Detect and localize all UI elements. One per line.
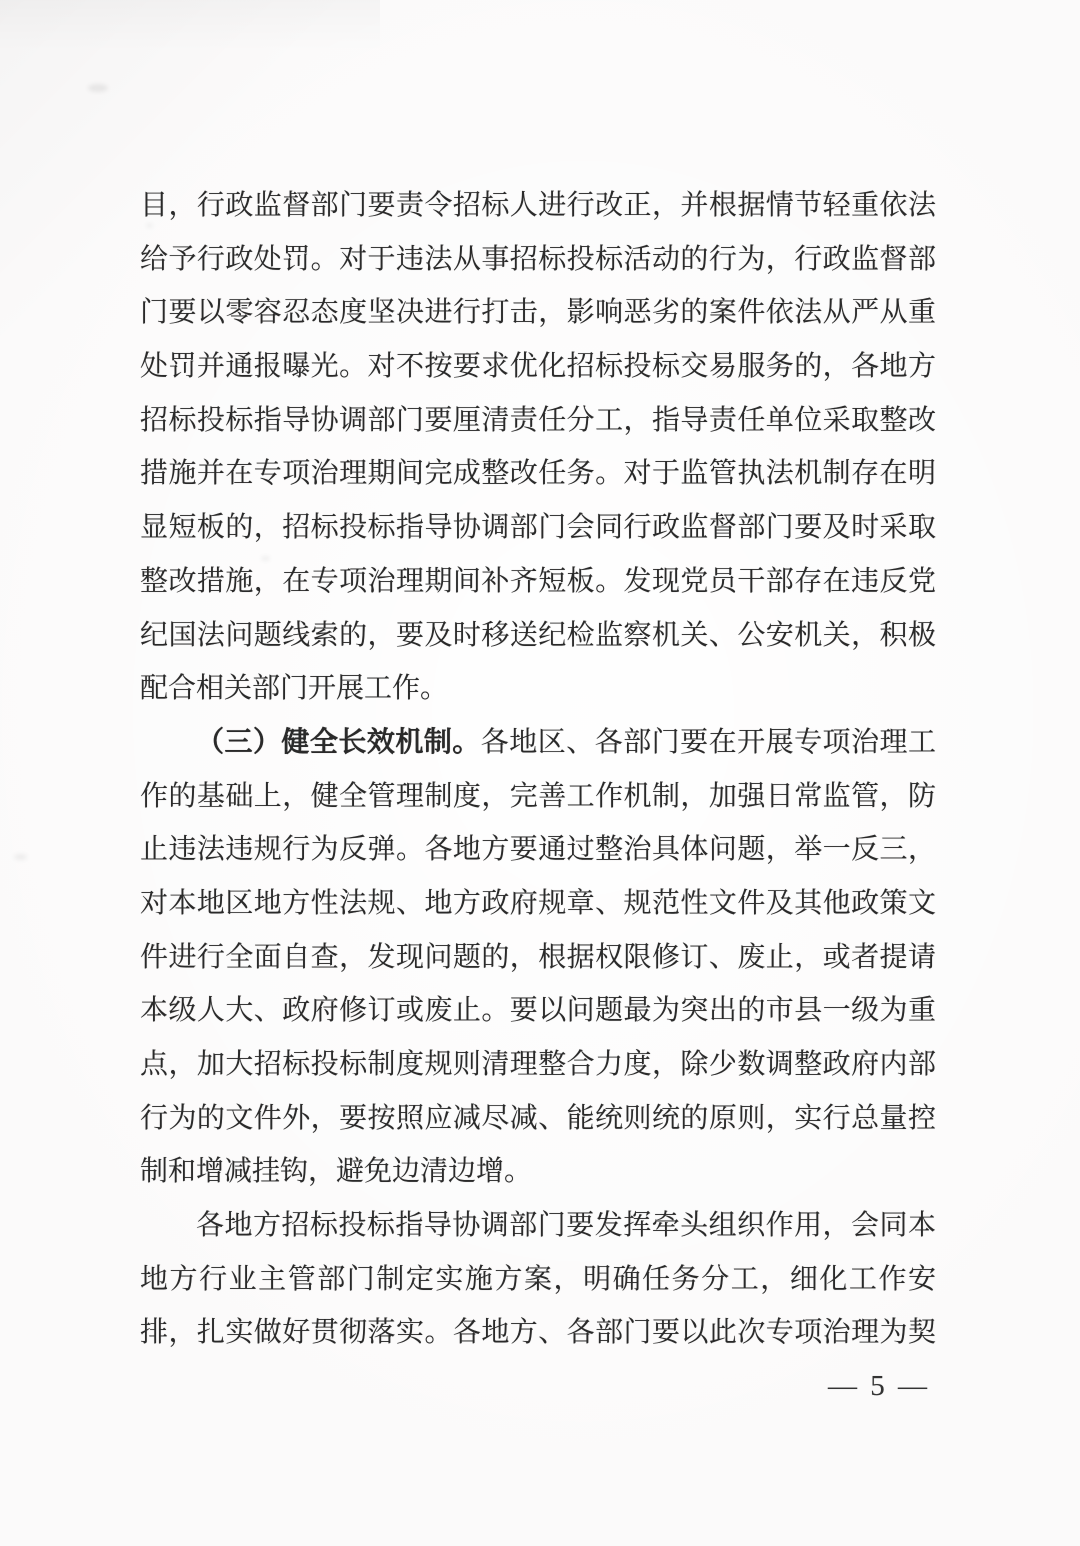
text-line-content: 排，扎实做好贯彻落实。各地方、各部门要以此次专项治理为契: [140, 1317, 936, 1349]
text-line-content: 地方行业主管部门制定实施方案，明确任务分工，细化工作安: [140, 1263, 936, 1295]
document-body: [140, 179, 936, 1360]
text-line-content: 显短板的，招标投标指导协调部门会同行政监督部门要及时采取: [140, 512, 936, 544]
text-line: [140, 233, 936, 287]
text-line: [140, 823, 936, 877]
text-line: [140, 1145, 936, 1199]
page-number: — 5 —: [828, 1370, 930, 1402]
section-heading: （三）健全长效机制。: [196, 726, 481, 758]
text-line-content: 制和增减挂钩，避免边清边增。: [140, 1156, 533, 1188]
text-line-content: 本级人大、政府修订或废止。要以问题最为突出的市县一级为重: [140, 995, 936, 1027]
text-line-content: 止违法违规行为反弹。各地方要通过整治具体问题，举一反三，: [140, 834, 936, 866]
text-line: [140, 1199, 936, 1253]
text-line-content: 门要以零容忍态度坚决进行打击，影响恶劣的案件依法从严从重: [140, 297, 936, 329]
text-line-content: 件进行全面自查，发现问题的，根据权限修订、废止，或者提请: [140, 941, 936, 973]
text-line-content: 纪国法问题线索的，要及时移送纪检监察机关、公安机关，积极: [140, 619, 936, 651]
scan-smudge: [14, 854, 27, 860]
text-line: [140, 1306, 936, 1360]
scan-corner-shade: [0, 0, 380, 52]
text-line: [140, 1253, 936, 1307]
text-line: [140, 555, 936, 609]
text-line: [140, 770, 936, 824]
text-line: [140, 340, 936, 394]
scan-smudge: [88, 84, 108, 92]
text-line: [140, 931, 936, 985]
text-line: [140, 662, 936, 716]
text-line-content: 各地区、各部门要在开展专项治理工: [480, 726, 936, 758]
text-line: [140, 877, 936, 931]
text-line-content: 对本地区地方性法规、地方政府规章、规范性文件及其他政策文: [140, 887, 936, 919]
text-line: [140, 984, 936, 1038]
text-line-content: 目，行政监督部门要责令招标人进行改正，并根据情节轻重依法: [140, 190, 936, 221]
text-line-content: 点，加大招标投标制度规则清理整合力度，除少数调整政府内部: [140, 1049, 936, 1080]
text-line: [140, 447, 936, 501]
text-line-content: 给予行政处罚。对于违法从事招标投标活动的行为，行政监督部: [140, 243, 936, 275]
text-line: [140, 179, 936, 233]
text-line-content: 作的基础上，健全管理制度，完善工作机制，加强日常监管，防: [140, 780, 936, 812]
text-line-content: 行为的文件外，要按照应减尽减、能统则统的原则，实行总量控: [140, 1102, 936, 1134]
text-line-content: 各地方招标投标指导协调部门要发挥牵头组织作用，会同本: [196, 1210, 936, 1242]
text-line-content: 招标投标指导协调部门要厘清责任分工，指导责任单位采取整改: [140, 404, 936, 436]
text-line-content: 处罚并通报曝光。对不按要求优化招标投标交易服务的，各地方: [140, 351, 936, 383]
text-line-content: 措施并在专项治理期间完成整改任务。对于监管执法机制存在明: [140, 458, 936, 490]
text-line: [140, 501, 936, 555]
text-line: [140, 394, 936, 448]
text-line-content: 配合相关部门开展工作。: [140, 673, 449, 705]
text-line: [140, 1092, 936, 1146]
text-line: [140, 286, 936, 340]
text-line: [140, 716, 936, 770]
text-line-content: 整改措施，在专项治理期间补齐短板。发现党员干部存在违反党: [140, 565, 936, 597]
text-line: [140, 609, 936, 663]
text-line: [140, 1038, 936, 1092]
